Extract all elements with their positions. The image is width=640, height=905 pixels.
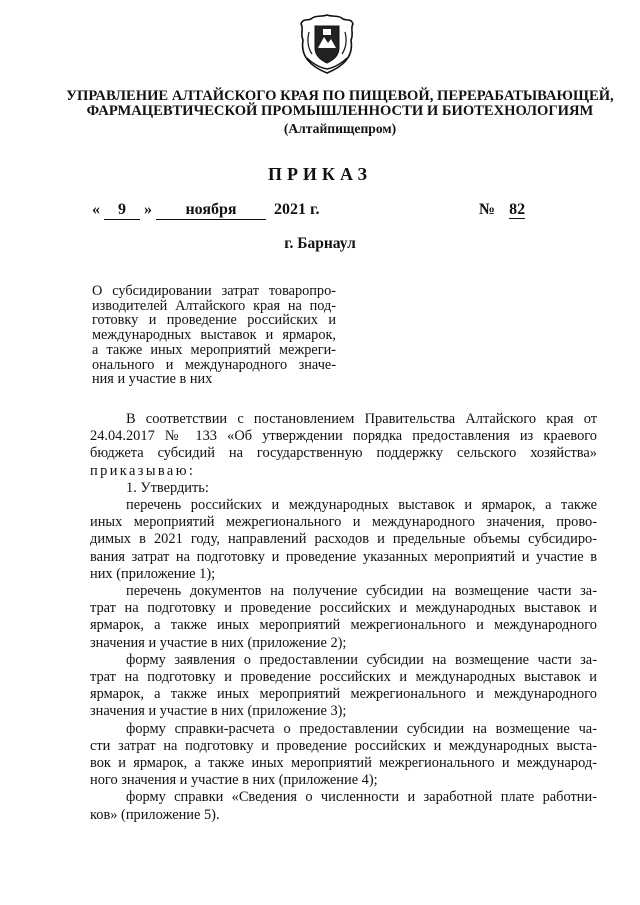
order-number	[479, 201, 525, 219]
body-line: перечень российских и международных выставок и ярмарок, а также	[126, 497, 597, 514]
subject-line: готовку и проведение российских и	[92, 312, 336, 329]
body-line: иных мероприятий межрегионального и международного значения, прово-	[90, 514, 597, 531]
body-line: форму заявления о предоставлении субсидии на возмещение части за-	[126, 651, 597, 668]
body-line: ярмарок, а также иных мероприятий межрегионального и международного	[90, 686, 597, 703]
body-line: сти затрат на подготовку и проведение российских и международных выста-	[90, 737, 597, 754]
subject-line: О субсидировании затрат товаропро-	[92, 283, 336, 299]
order-date	[92, 201, 319, 220]
body-line: димых в 2021 году, направлений расходов и предельные объемы субсидиро-	[90, 531, 597, 548]
body-line: вания затрат на подготовку и проведение указанных мероприятий и участие в	[90, 548, 597, 565]
org-name-line-2: ФАРМАЦЕВТИЧЕСКОЙ ПРОМЫШЛЕННОСТИ И БИОТЕХНОЛОГИЯМ	[86, 103, 594, 119]
subject-line: изводителей Алтайского края на под-	[92, 297, 336, 314]
body-line: ков» (приложение 5).	[90, 806, 220, 823]
body-line: В соответствии с постановлением Правительства Алтайского края от	[126, 411, 597, 427]
coat-of-arms-emblem	[299, 12, 355, 76]
body-line: форму справки-расчета о предоставлении субсидии на возмещение ча-	[126, 720, 597, 737]
subject-line: онального и международного значе-	[92, 356, 336, 373]
subject-line: международных выставок и ярмарок,	[92, 327, 336, 344]
subject-block	[92, 284, 336, 387]
body-line: бюджета субсидий на государственную поддержку сельского хозяйства»	[90, 445, 597, 462]
body-line: вок и ярмарок, а также иных мероприятий межрегионального и международ-	[90, 755, 597, 772]
date-month: ноября	[156, 201, 266, 220]
date-open-quote: «	[92, 201, 100, 218]
body-line: них (приложение 1);	[90, 565, 216, 582]
subject-line: а также иных мероприятий межреги-	[92, 341, 336, 358]
body-line: ярмарок, а также иных мероприятий межрегионального и международного	[90, 617, 597, 634]
date-year: 2021 г.	[274, 201, 320, 218]
number-value: 82	[509, 201, 526, 218]
body-line: значения и участие в них (приложение 3);	[90, 703, 347, 720]
body-line: трат на подготовку и проведение российских и международных выставок и	[90, 600, 597, 617]
body-line: ного значения и участие в них (приложение 4);	[90, 772, 378, 789]
date-day: 9	[104, 201, 140, 220]
body-line: форму справки «Сведения о численности и заработной плате работни-	[126, 789, 597, 806]
number-sign: №	[479, 201, 496, 218]
body-line: 24.04.2017 № 133 «Об утверждении порядка предоставления из краевого	[90, 428, 597, 445]
body-line: 1. Утвердить:	[126, 479, 209, 496]
date-close-quote: »	[144, 201, 152, 218]
body-line: значения и участие в них (приложение 2);	[90, 634, 347, 651]
order-verb: приказываю:	[90, 462, 196, 479]
org-short-name: (Алтайпищепром)	[283, 121, 397, 136]
body-line: перечень документов на получение субсидии на возмещение части за-	[126, 583, 597, 600]
document-title: ПРИКАЗ	[267, 164, 373, 184]
subject-line: ния и участие в них	[92, 371, 213, 388]
org-name-line-1: УПРАВЛЕНИЕ АЛТАЙСКОГО КРАЯ ПО ПИЩЕВОЙ, ПЕРЕРАБАТЫВАЮЩЕЙ,	[66, 88, 614, 104]
city: г. Барнаул	[284, 235, 356, 252]
document-body	[90, 411, 597, 824]
body-line: трат на подготовку и проведение российских и международных выставок и	[90, 669, 597, 686]
